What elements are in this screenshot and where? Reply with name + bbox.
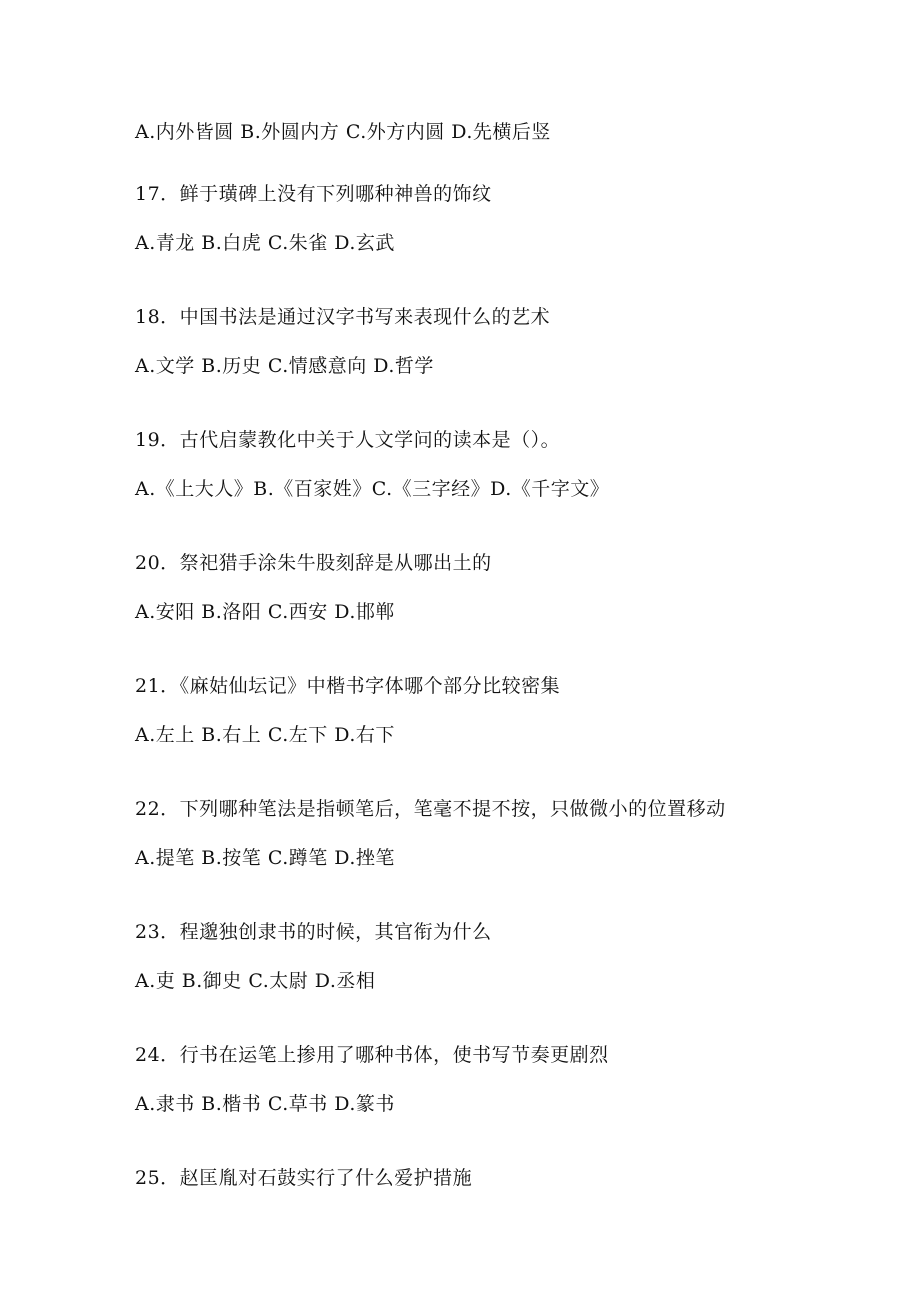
options-line-18: A.文学 B.历史 C.情感意向 D.哲学 <box>135 355 434 377</box>
options-line-24: A.隶书 B.楷书 C.草书 D.篆书 <box>135 1093 395 1115</box>
options-line-21: A.左上 B.右上 C.左下 D.右下 <box>135 724 395 746</box>
options-line-19: A.《上大人》B.《百家姓》C.《三字经》D.《千字文》 <box>135 478 610 500</box>
question-18: 18．中国书法是通过汉字书写来表现什么的艺术 <box>135 306 551 328</box>
question-24: 24．行书在运笔上掺用了哪种书体，使书写节奏更剧烈 <box>135 1044 609 1066</box>
question-20: 20．祭祀猎手涂朱牛股刻辞是从哪出土的 <box>135 552 492 574</box>
question-21: 21．《麻姑仙坛记》中楷书字体哪个部分比较密集 <box>135 675 561 697</box>
options-line-23: A.吏 B.御史 C.太尉 D.丞相 <box>135 970 376 992</box>
options-line-16: A.内外皆圆 B.外圆内方 C.外方内圆 D.先横后竖 <box>135 121 551 143</box>
question-22: 22．下列哪种笔法是指顿笔后，笔毫不提不按，只做微小的位置移动 <box>135 798 726 820</box>
options-line-20: A.安阳 B.洛阳 C.西安 D.邯郸 <box>135 601 395 623</box>
question-19: 19．古代启蒙教化中关于人文学问的读本是（）。 <box>135 429 561 451</box>
options-line-22: A.提笔 B.按笔 C.蹲笔 D.挫笔 <box>135 847 395 869</box>
question-25: 25．赵匡胤对石鼓实行了什么爱护措施 <box>135 1167 473 1189</box>
question-17: 17．鲜于璜碑上没有下列哪种神兽的饰纹 <box>135 183 492 205</box>
options-line-17: A.青龙 B.白虎 C.朱雀 D.玄武 <box>135 232 395 254</box>
question-23: 23．程邈独创隶书的时候，其官衔为什么 <box>135 921 492 943</box>
